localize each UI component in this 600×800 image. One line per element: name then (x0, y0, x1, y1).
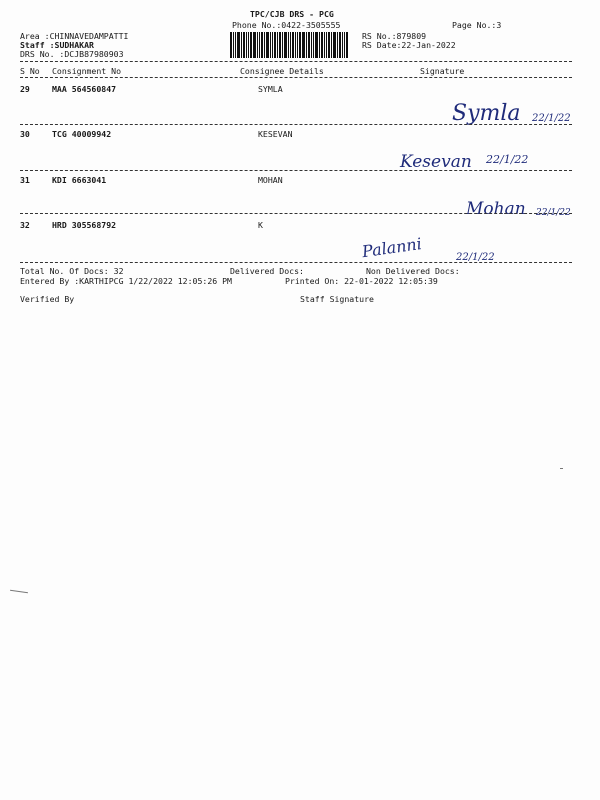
non-delivered-docs: Non Delivered Docs: (366, 266, 460, 276)
verified-by-label: Verified By (20, 294, 75, 304)
staff-name: SUDHAKAR (54, 40, 94, 50)
column-header-sno: S No (20, 66, 40, 76)
divider (20, 124, 572, 125)
row-consignment-no: MAA 564560847 (52, 84, 117, 94)
svg-text:22/1/22: 22/1/22 (536, 208, 571, 218)
barcode (230, 32, 350, 58)
divider (20, 262, 572, 263)
svg-text:22/1/22: 22/1/22 (532, 113, 571, 124)
phone-number: Phone No.:0422-3505555 (232, 20, 341, 30)
column-header-consignee: Consignee Details (240, 66, 324, 76)
svg-text:22/1/22: 22/1/22 (456, 252, 495, 263)
svg-text:Palanni: Palanni (360, 234, 423, 262)
handwritten-signature (398, 145, 538, 177)
handwritten-signature (464, 194, 584, 222)
scan-speck (10, 590, 28, 593)
row-sno: 30 (20, 129, 30, 139)
row-sno: 32 (20, 220, 30, 230)
row-consignee: SYMLA (258, 84, 283, 94)
rs-date: RS Date:22-Jan-2022 (362, 40, 456, 50)
divider (20, 61, 572, 62)
page-number: Page No.:3 (452, 20, 502, 30)
row-consignment-no: TCG 40009942 (52, 129, 112, 139)
divider (20, 77, 572, 78)
svg-text:Mohan: Mohan (466, 199, 526, 219)
row-consignee: MOHAN (258, 175, 283, 185)
svg-text:22/1/22: 22/1/22 (486, 153, 529, 166)
drs-number: DRS No. :DCJB87980903 (20, 49, 124, 59)
delivered-docs: Delivered Docs: (230, 266, 304, 276)
divider (20, 213, 572, 214)
column-header-consignment: Consignment No (52, 66, 122, 76)
rs-number: RS No.:879809 (362, 31, 427, 41)
row-sno: 29 (20, 84, 30, 94)
column-header-signature: Signature (420, 66, 465, 76)
svg-text:Kesevan: Kesevan (400, 152, 472, 172)
row-consignee: KESEVAN (258, 129, 293, 139)
row-sno: 31 (20, 175, 30, 185)
staff-signature-label: Staff Signature (300, 294, 374, 304)
handwritten-signature (360, 228, 510, 266)
svg-text:Symla: Symla (452, 101, 521, 126)
area-field: Area :CHINNAVEDAMPATTI (20, 31, 129, 41)
staff-label: Staff : (20, 40, 55, 50)
row-consignment-no: HRD 305568792 (52, 220, 117, 230)
divider (20, 170, 572, 171)
entered-by: Entered By :KARTHIPCG 1/22/2022 12:05:26 PM (20, 276, 232, 286)
total-docs: Total No. Of Docs: 32 (20, 266, 124, 276)
row-consignment-no: KDI 6663041 (52, 175, 107, 185)
row-consignee: K (258, 220, 263, 230)
printed-on: Printed On: 22-01-2022 12:05:39 (285, 276, 438, 286)
report-title: TPC/CJB DRS - PCG (250, 9, 334, 19)
scan-speck (560, 468, 563, 469)
